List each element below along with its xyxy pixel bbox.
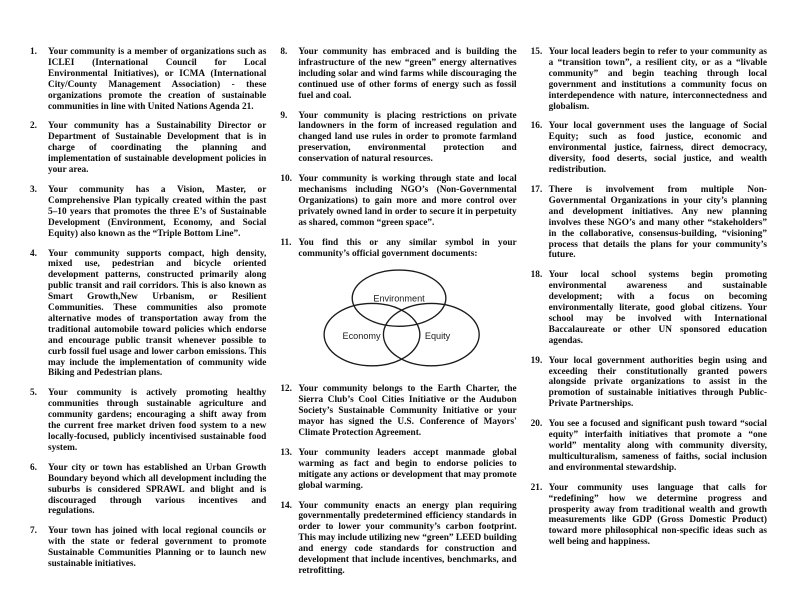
item-number: 12. <box>280 384 292 395</box>
list-item <box>280 47 516 102</box>
item-number: 20. <box>530 419 543 430</box>
item-number: 5. <box>30 388 37 399</box>
list-item <box>280 238 516 260</box>
item-number: 21. <box>530 482 543 493</box>
list-item <box>30 47 266 112</box>
venn-diagram <box>280 268 516 375</box>
item-number: 7. <box>30 526 37 537</box>
item-text: Your local government authorities begin using and exceeding their constitutionally granted powers alongside private organizations to assist in the promotion of sustainable initiatives through Public-Private Partnerships. <box>548 355 767 410</box>
item-text: Your city or town has established an Urban Growth Boundary beyond which all development including the suburbs is considered SPRAWL and blight and is discouraged through various incentives and regulations. <box>48 462 267 517</box>
item-number: 3. <box>30 184 37 195</box>
item-text: Your community belongs to the Earth Charter, the Sierra Club’s Cool Cities Initiative or the Audubon Society’s Sustainable Community Initiative or your mayor has signed the U.S. Conference of Mayors' Climate Protection Agreement. <box>298 384 517 439</box>
list-item <box>531 270 767 346</box>
item-text: Your community is actively promoting healthy communities through sustainable agriculture and community gardens; encouraging a shift away from the current free market driven food system to a new locally-focused, publicly incentivised sustainable food system. <box>48 388 267 453</box>
item-number: 8. <box>280 47 288 57</box>
item-text: You find this or any similar symbol in your community’s official government documents: <box>298 237 517 259</box>
list-item <box>30 526 266 570</box>
item-text: Your local government uses the language of Social Equity; such as food justice, economic and environmental justice, fairness, direct democracy, diversity, food deserts, social justice, and wealth redistribution. <box>548 121 767 176</box>
list-item <box>30 185 266 240</box>
item-text: Your community leaders accept manmade global warming as fact and begin to endorse policies to mitigate any actions or development that may promote global warming. <box>298 447 517 491</box>
item-number: 15. <box>530 47 543 57</box>
item-number: 9. <box>280 110 288 121</box>
list-item <box>531 483 767 548</box>
list-item <box>30 463 266 518</box>
item-text: You see a focused and significant push toward “social equity” interfaith initiatives that promote a “one world” mentality along with community diversity, multiculturalism, sameness of faiths, social inclusion and environmental stewardship. <box>548 419 767 473</box>
list-item <box>280 384 516 439</box>
environment-label: Environment <box>373 293 426 304</box>
list-item <box>531 419 767 474</box>
item-number: 18. <box>530 270 543 281</box>
column-1 <box>30 47 266 612</box>
list-item <box>30 249 266 380</box>
item-text: Your community enacts an energy plan requiring governmentally predetermined efficiency standards in order to lower your community’s carbon footprint. This may include utilizing new “green” LEED building and energy code standards for construction and development that include incentives, benchmarks, and retrofitting. <box>298 500 517 576</box>
list-item <box>531 121 767 176</box>
item-text: Your community has a Sustainability Director or Department of Sustainable Development that is in charge of coordinating the planning and implementation of sustainable development policies in your area. <box>48 121 267 176</box>
list-item <box>30 388 266 453</box>
economy-label: Economy <box>343 331 382 342</box>
list-item <box>531 185 767 261</box>
list-item <box>280 501 516 577</box>
item-number: 17. <box>530 184 543 195</box>
item-text: Your community has embraced and is building the infrastructure of the new “green” energy alternatives including solar and wind farms while discouraging the continued use of other forms of energy such as fossil fuel and coal. <box>298 47 517 101</box>
item-number: 19. <box>530 355 543 366</box>
item-text: Your local leaders begin to refer to your community as a “transition town”, a resilient city, or as a “livable community” and begin teaching through local government and institutions a community focus on interdependence with nature, interconnectedness and globalism. <box>548 47 767 112</box>
item-text: Your community is working through state and local mechanisms including NGO’s (Non-Governmental Organizations) to gain more and more control over privately owned land in order to secure it in perpetuity as shared, common “green space”. <box>298 174 517 228</box>
item-text: Your local school systems begin promoting environmental awareness and sustainable development; with a focus on becoming environmentally literate, good global citizens. Your school may be involved with International Baccalaureate or other UN sponsored education agendas. <box>548 270 767 346</box>
item-number: 14. <box>280 500 292 511</box>
item-number: 16. <box>530 121 543 132</box>
item-number: 6. <box>30 462 37 473</box>
item-text: Your community supports compact, high density, mixed use, pedestrian and bicycle oriented development patterns, constructed primarily along public transit and rail corridors. This is also known as Smart Growth,New Urbanism, or Resilient Communities. These communities also promote alternative modes of transportation away from the traditional automobile toward policies which endorse and encourage public transit whenever possible to curb fossil fuel usage and lower carbon emissions. This may include the implementation of community wide Biking and Pedestrian plans. <box>48 248 267 379</box>
item-text: Your community uses language that calls for “redefining” how we determine progress and prosperity away from traditional wealth and growth measurements like GDP (Gross Domestic Product) toward more philosophical non-specific ideas such as well being and happiness. <box>548 482 767 548</box>
sustainability-venn-icon <box>312 268 484 370</box>
list-item <box>280 448 516 492</box>
item-text: Your community has a Vision, Master, or Comprehensive Plan typically created within the past 5–10 years that promotes the three E’s of Sustainable Development (Environment, Economy, and Social Equity) also known as the “Triple Bottom Line”. <box>48 184 267 239</box>
column-2 <box>280 47 516 612</box>
equity-label: Equity <box>425 331 451 342</box>
list-item <box>280 111 516 166</box>
item-number: 4. <box>30 248 37 259</box>
column-3 <box>531 47 767 612</box>
item-number: 11. <box>280 237 292 248</box>
list-item <box>531 47 767 112</box>
item-text: Your community is placing restrictions on private landowners in the form of increased regulation and changed land use rules in order to promote farmland preservation, environmental protection and conservation of natural resources. <box>298 110 517 165</box>
item-number: 1. <box>30 47 37 57</box>
item-number: 10. <box>280 174 292 185</box>
item-number: 2. <box>30 121 37 132</box>
list-item <box>30 121 266 176</box>
item-text: Your community is a member of organizations such as ICLEI (International Council for Local Environmental Initiatives), or ICMA (International City/County Management Association) - these organizations promote the creation of sustainable communities in line with United Nations Agenda 21. <box>48 47 267 112</box>
item-number: 13. <box>280 447 292 458</box>
item-text: There is involvement from multiple Non-Governmental Organizations in your city’s planning and development initiatives. Any new planning involves these NGO’s and many other “stakeholders” in the collaborative, consensus-building, “visioning” process that details the plans for your community’s future. <box>548 184 767 261</box>
list-item <box>280 174 516 229</box>
item-text: Your town has joined with local regional councils or with the state or federal government to promote Sustainable Communities Planning or to launch new sustainable initiatives. <box>48 526 267 570</box>
list-item <box>531 356 767 411</box>
